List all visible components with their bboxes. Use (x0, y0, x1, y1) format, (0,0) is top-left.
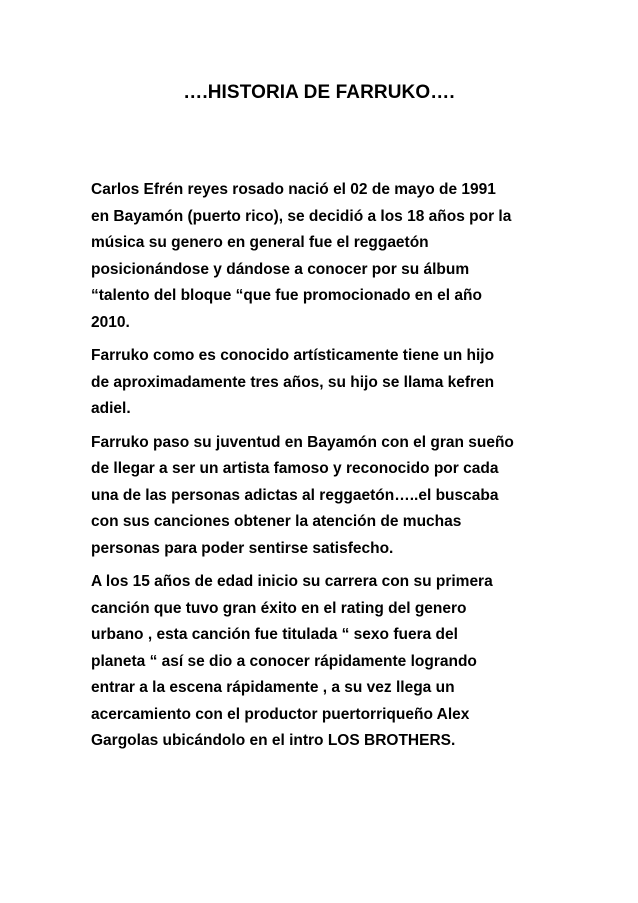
text-line: de aproximadamente tres años, su hijo se llama kefren (91, 373, 495, 391)
text-line: urbano , esta canción fue titulada “ sexo fuera del (91, 626, 458, 643)
text-line: personas para poder sentirse satisfecho. (91, 539, 394, 557)
text-line: posicionándose y dándose a conocer por su álbum (91, 260, 470, 278)
text-line: Gargolas ubicándolo en el intro LOS BROTHERS. (91, 732, 456, 749)
document-body (91, 177, 553, 762)
text-line: A los 15 años de edad inicio su carrera con su primera (91, 573, 493, 590)
text-line: acercamiento con el productor puertorriqueño Alex (91, 705, 470, 723)
text-line: con sus canciones obtener la atención de muchas (91, 513, 462, 530)
text-line: “talento del bloque “que fue promocionado en el año (91, 287, 482, 304)
paragraph-birth (91, 177, 553, 336)
text-line: Carlos Efrén reyes rosado nació el 02 de mayo de 1991 (91, 181, 496, 198)
text-line: planeta “ así se dio a conocer rápidamente logrando (91, 652, 477, 670)
text-line: música su genero en general fue el reggaetón (91, 234, 429, 251)
paragraph-son (91, 343, 553, 423)
text-line: 2010. (91, 313, 130, 331)
paragraph-career (91, 569, 553, 755)
text-line: una de las personas adictas al reggaetón…..el buscaba (91, 486, 499, 504)
text-line: Farruko paso su juventud en Bayamón con el gran sueño (91, 433, 514, 451)
text-line: entrar a la escena rápidamente , a su vez llega un (91, 679, 455, 696)
text-line: en Bayamón (puerto rico), se decidió a los 18 años por la (91, 207, 512, 225)
text-line: adiel. (91, 400, 131, 417)
paragraph-youth (91, 430, 553, 563)
text-line: de llegar a ser un artista famoso y reconocido por cada (91, 460, 499, 477)
document-title: ….HISTORIA DE FARRUKO…. (183, 82, 455, 103)
text-line: canción que tuvo gran éxito en el rating del genero (91, 599, 467, 617)
text-line: Farruko como es conocido artísticamente tiene un hijo (91, 347, 495, 364)
